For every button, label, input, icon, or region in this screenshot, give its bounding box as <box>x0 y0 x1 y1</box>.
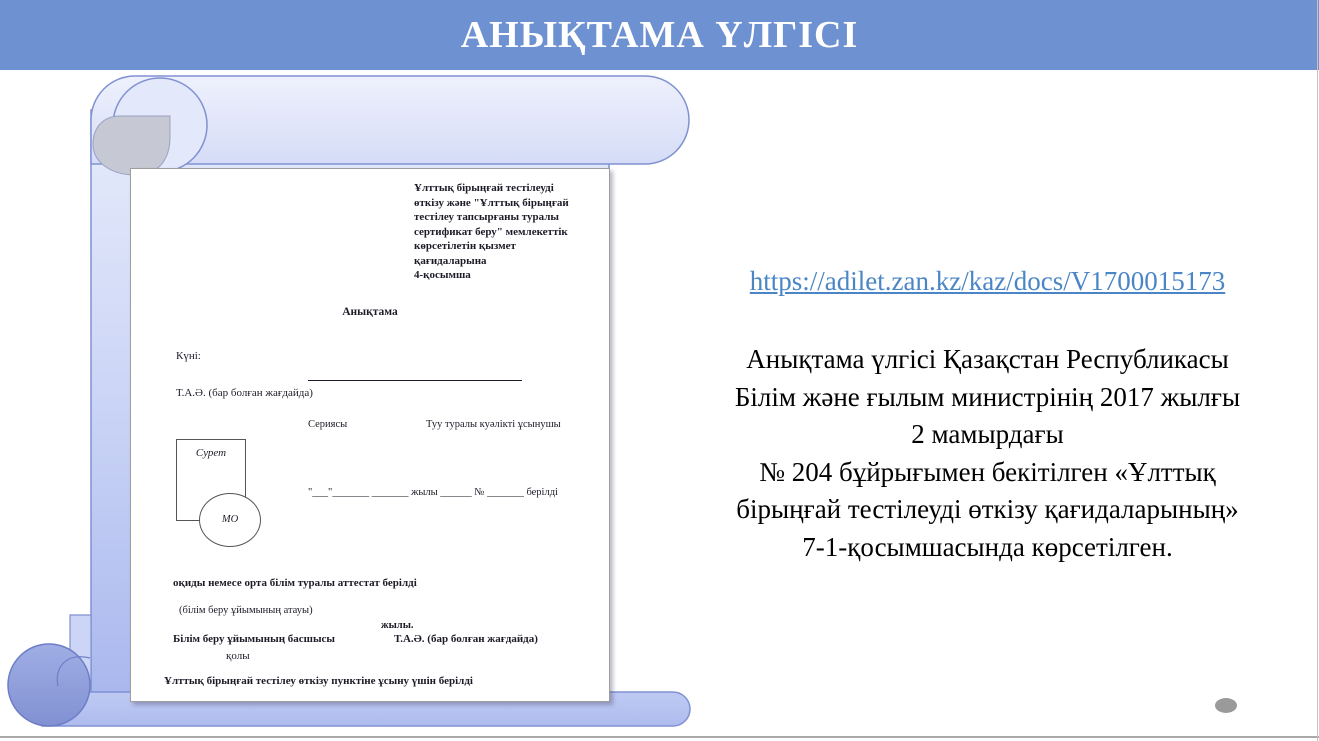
birth-certificate-label: Туу туралы куәлікті ұсынушы <box>426 419 561 430</box>
appendix-line: Ұлттық бірыңғай тестілеуді <box>414 182 554 194</box>
description-text <box>660 341 1315 566</box>
appendix-line: өткізу және "Ұлттық бірыңғай <box>414 196 569 209</box>
appendix-line: 4-қосымша <box>414 269 471 281</box>
signature-label: қолы <box>226 650 250 662</box>
description-line: 2 мамырдағы <box>911 419 1064 449</box>
description-line: бірыңғай тестілеуді өткізу қағидаларының» <box>736 494 1239 524</box>
certificate-document <box>130 168 610 702</box>
appendix-line: сертификат беру" мемлекеттік <box>414 225 568 238</box>
organization-head-label: Білім беру ұйымының басшысы <box>173 633 336 645</box>
study-line: оқиды немесе орта білім туралы аттестат берілді <box>173 577 417 589</box>
issue-date-line: "___"_______ _______ жылы ______ № _______ берілді <box>308 487 558 498</box>
date-label: Күні: <box>176 350 201 362</box>
organization-name-label: (білім беру ұйымының атауы) <box>179 605 313 616</box>
fullname-label: Т.А.Ә. (бар болған жағдайда) <box>176 387 313 399</box>
scroll-top-curl-roll <box>93 116 170 175</box>
head-fullname-label: Т.А.Ә. (бар болған жағдайда) <box>394 633 538 645</box>
slide-dot <box>1215 698 1237 713</box>
description-line: Білім және ғылым министрінің 2017 жылғы <box>734 381 1241 412</box>
photo-label: Сурет <box>195 447 227 459</box>
appendix-block <box>414 181 579 283</box>
year-label: жылы. <box>381 620 414 631</box>
document-footer-line: Ұлттық бірыңғай тестілеу өткізу пунктіне ұсыну үшін берілді <box>164 675 473 687</box>
adilet-link[interactable]: https://adilet.zan.kz/kaz/docs/V1700015173 <box>749 266 1226 296</box>
slide-title: АНЫҚТАМА ҮЛГІСІ <box>460 14 859 56</box>
document-title: Анықтама <box>342 306 398 318</box>
stamp-circle <box>199 493 261 547</box>
appendix-line: тестілеу тапсырғаны туралы <box>414 211 560 223</box>
name-blank-line <box>308 380 522 381</box>
description-line: Анықтама үлгісі Қазақстан Республикасы <box>746 344 1229 374</box>
info-panel <box>660 266 1315 566</box>
description-line: № 204 бұйрығымен бекітілген «Ұлттық <box>759 456 1216 487</box>
stamp-label: МО <box>221 514 239 525</box>
appendix-line: қағидаларына <box>414 254 487 267</box>
slide-bottom-rule <box>0 736 1319 738</box>
slide-right-rule <box>1317 0 1318 741</box>
description-line: 7-1-қосымшасында көрсетілген. <box>802 531 1173 562</box>
series-label: Сериясы <box>308 419 348 430</box>
appendix-line: көрсетілетін қызмет <box>414 240 516 252</box>
header-bar <box>0 0 1319 70</box>
